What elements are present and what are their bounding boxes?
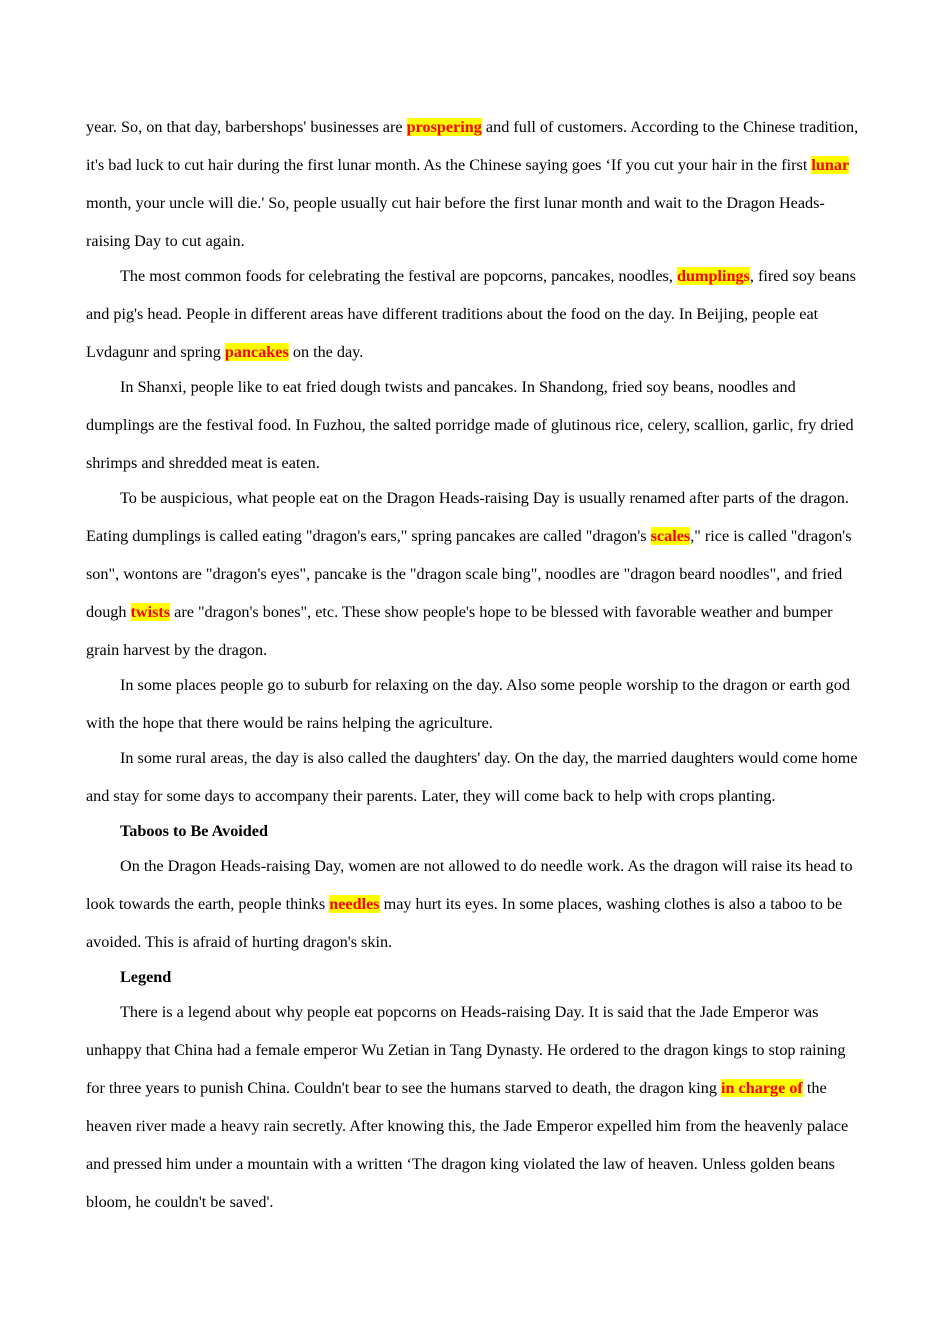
heading-legend: Legend bbox=[120, 968, 172, 986]
highlighted-word: prospering bbox=[406, 118, 482, 136]
paragraph-festival-foods bbox=[86, 257, 864, 371]
document-body bbox=[86, 108, 864, 1218]
paragraph-text: The most common foods for celebrating the festival are popcorns, pancakes, noodles, bbox=[120, 267, 677, 285]
paragraph-regional-foods: In Shanxi, people like to eat fried dough twists and pancakes. In Shandong, fried soy beans, noodles and dumplings are the festival food. In Fuzhou, the salted porridge made of glutinous rice, celery, scallion, garlic, fry dried shrimps and shredded meat is eaten. bbox=[86, 378, 854, 472]
paragraph-text: On the Dragon Heads-raising Day, women are not allowed to do needle work. As the dragon will raise its head to look towards the earth, people thinks bbox=[86, 857, 853, 913]
paragraph-text: year. So, on that day, barbershops' businesses are bbox=[86, 118, 407, 136]
paragraph-taboos bbox=[86, 847, 864, 961]
paragraph-suburb: In some places people go to suburb for relaxing on the day. Also some people worship to the dragon or earth god with the hope that there would be rains helping the agriculture. bbox=[86, 676, 850, 732]
paragraph-text: may hurt its eyes. In some places, washing clothes is also a taboo to be avoided. This is afraid of hurting dragon's skin. bbox=[86, 895, 843, 951]
paragraph-text: There is a legend about why people eat popcorns on Heads-raising Day. It is said that the Jade Emperor was unhappy that China had a female emperor Wu Zetian in Tang Dynasty. He ordered to the dragon kings to stop raining for three years to punish China. Couldn't bear to see the humans starved to death, the dragon king bbox=[86, 1003, 846, 1097]
paragraph-text: on the day. bbox=[288, 343, 364, 361]
paragraph-text: ," rice is called "dragon's son", wontons are "dragon's eyes", pancake is the "dragon scale bing", noodles are "dragon beard noodles", and fried dough bbox=[86, 527, 852, 621]
paragraph-text: are "dragon's bones", etc. These show people's hope to be blessed with favorable weather and bumper grain harvest by the dragon. bbox=[86, 603, 833, 659]
paragraph-text: the heaven river made a heavy rain secretly. After knowing this, the Jade Emperor expelled him from the heavenly palace and pressed him under a mountain with a written ‘The dragon king violated the law of heaven. Unless golden beans bloom, he couldn't be saved'. bbox=[86, 1079, 849, 1211]
highlighted-word: twists bbox=[130, 603, 171, 621]
paragraph-legend bbox=[86, 993, 864, 1221]
paragraph-daughters-day: In some rural areas, the day is also called the daughters' day. On the day, the married daughters would come home and stay for some days to accompany their parents. Later, they will come back to help with crops planting. bbox=[86, 749, 858, 805]
highlighted-word: dumplings bbox=[676, 267, 750, 285]
paragraph-dragon-names bbox=[86, 479, 864, 669]
highlighted-word: pancakes bbox=[224, 343, 289, 361]
highlighted-word: lunar bbox=[811, 156, 850, 174]
paragraph-text: To be auspicious, what people eat on the Dragon Heads-raising Day is usually renamed after parts of the dragon. Eating dumplings is called eating "dragon's ears," spring pancakes are called "dragon's bbox=[86, 489, 849, 545]
highlighted-word: scales bbox=[650, 527, 691, 545]
paragraph-text: month, your uncle will die.' So, people usually cut hair before the first lunar month and wait to the Dragon Heads-raising Day to cut again. bbox=[86, 194, 825, 250]
paragraph-text: and full of customers. According to the Chinese tradition, it's bad luck to cut hair during the first lunar month. As the Chinese saying goes ‘If you cut your hair in the first bbox=[86, 118, 859, 174]
paragraph-text: , fired soy beans and pig's head. People in different areas have different traditions about the food on the day. In Beijing, people eat Lvdagunr and spring bbox=[86, 267, 856, 361]
paragraph-barbershops bbox=[86, 108, 864, 260]
highlighted-word: needles bbox=[329, 895, 380, 913]
heading-taboos: Taboos to Be Avoided bbox=[120, 822, 268, 840]
highlighted-word: in charge of bbox=[720, 1079, 803, 1097]
